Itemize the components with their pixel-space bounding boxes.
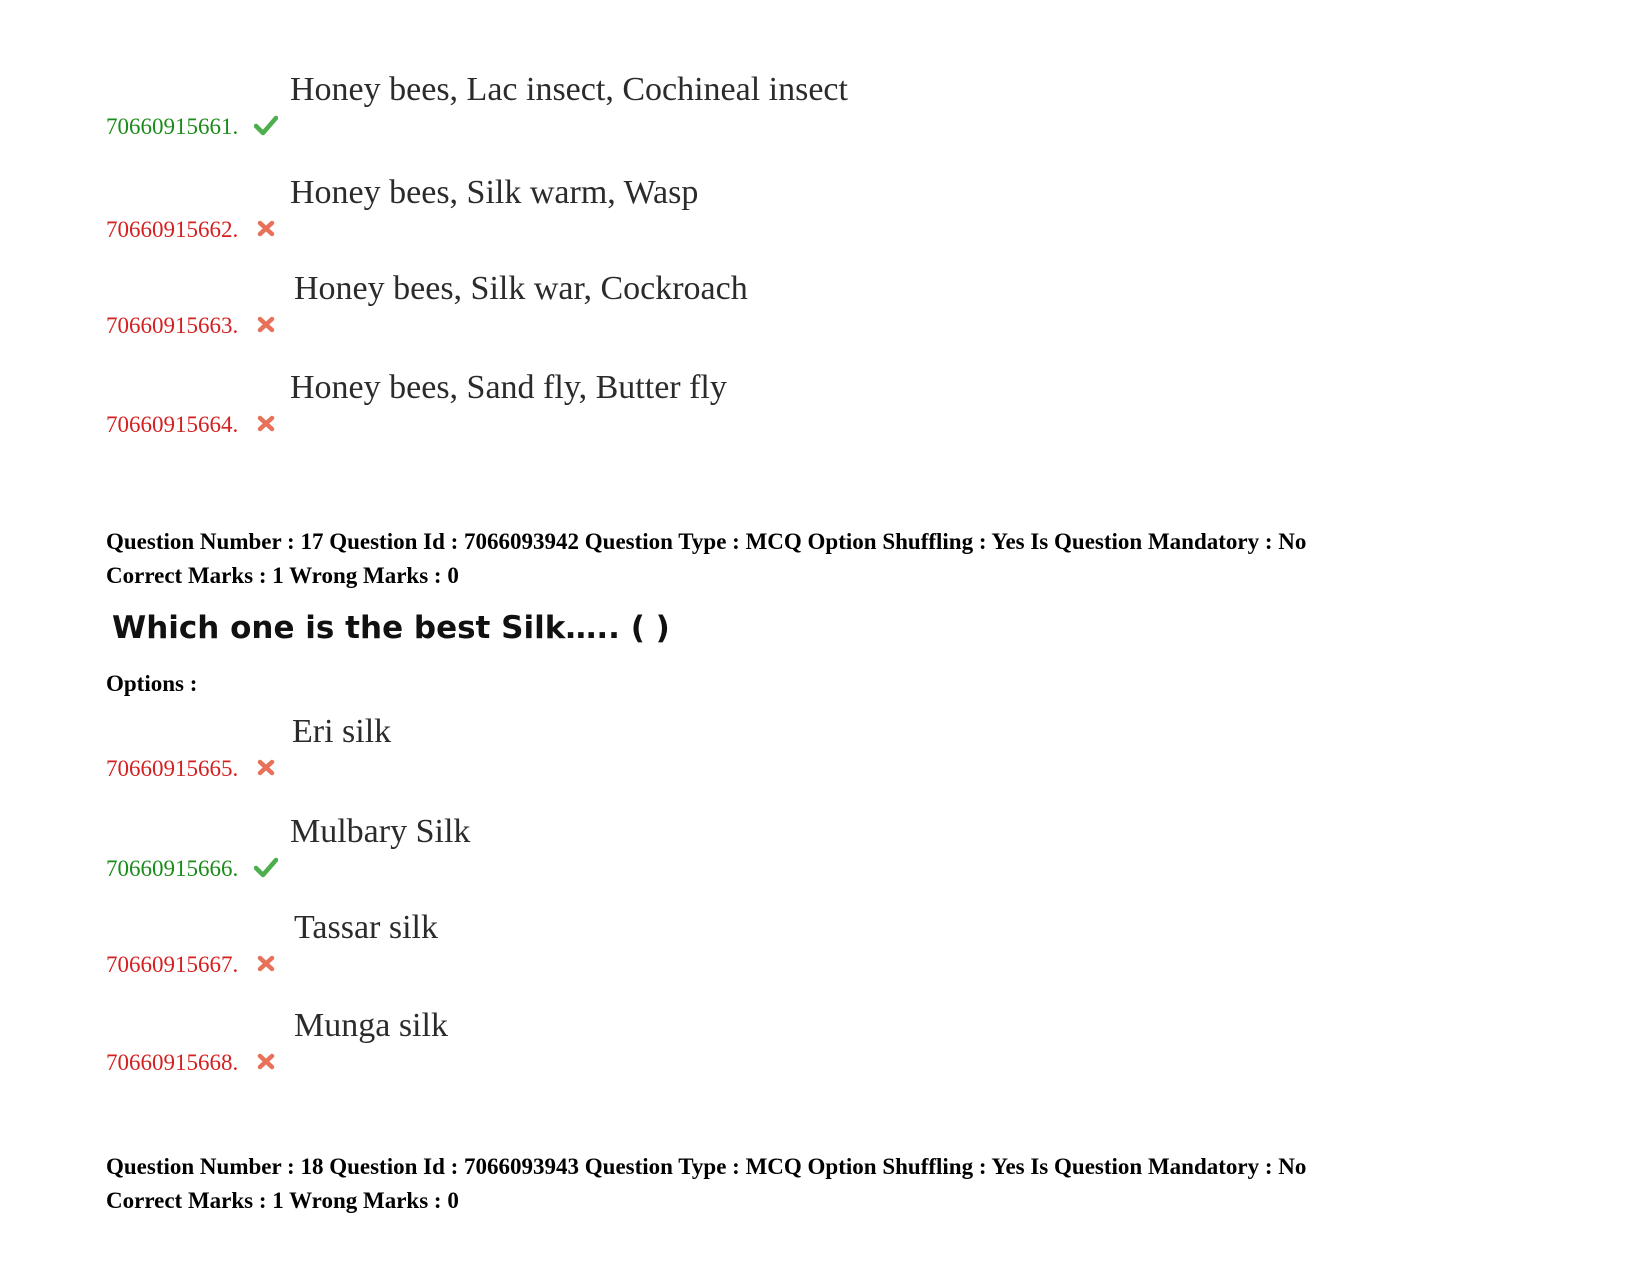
question-meta-line2: Correct Marks : 1 Wrong Marks : 0 — [106, 1188, 459, 1213]
option-id: 70660915666. — [106, 856, 239, 881]
option-text: Honey bees, Lac insect, Cochineal insect — [290, 71, 848, 108]
option-row — [106, 712, 1106, 782]
option-text: Mulbary Silk — [290, 813, 471, 850]
cross-icon — [254, 412, 278, 434]
option-id: 70660915665. — [106, 756, 239, 781]
option-text: Honey bees, Silk war, Cockroach — [294, 270, 748, 307]
question-meta-line1: Question Number : 17 Question Id : 7066093942 Question Type : MCQ Option Shuffling : Yes Is Question Mandatory : No — [106, 529, 1307, 554]
question-meta-line1: Question Number : 18 Question Id : 7066093943 Question Type : MCQ Option Shuffling : Yes Is Question Mandatory : No — [106, 1154, 1307, 1179]
option-row — [106, 812, 1106, 882]
check-icon — [254, 114, 278, 136]
option-text: Munga silk — [294, 1007, 448, 1044]
options-label: Options : — [106, 671, 198, 696]
option-id: 70660915661. — [106, 114, 239, 139]
question-meta — [106, 1150, 1306, 1218]
option-id: 70660915664. — [106, 412, 239, 437]
option-text: Tassar silk — [294, 909, 438, 946]
cross-icon — [254, 952, 278, 974]
option-row — [106, 1006, 1106, 1076]
cross-icon — [254, 217, 278, 239]
option-row — [106, 70, 1106, 140]
cross-icon — [254, 313, 278, 335]
option-row — [106, 368, 1106, 438]
option-row — [106, 908, 1106, 978]
question-meta-line2: Correct Marks : 1 Wrong Marks : 0 — [106, 563, 459, 588]
question-meta — [106, 525, 1306, 593]
check-icon — [254, 856, 278, 878]
option-text: Honey bees, Sand fly, Butter fly — [290, 369, 727, 406]
question-text: Which one is the best Silk….. ( ) — [112, 610, 670, 646]
option-id: 70660915668. — [106, 1050, 239, 1075]
cross-icon — [254, 1050, 278, 1072]
option-text: Honey bees, Silk warm, Wasp — [290, 174, 699, 211]
option-text: Eri silk — [292, 713, 392, 750]
option-id: 70660915663. — [106, 313, 239, 338]
option-row — [106, 173, 1106, 243]
cross-icon — [254, 756, 278, 778]
option-row — [106, 269, 1106, 339]
option-id: 70660915662. — [106, 217, 239, 242]
option-id: 70660915667. — [106, 952, 239, 977]
